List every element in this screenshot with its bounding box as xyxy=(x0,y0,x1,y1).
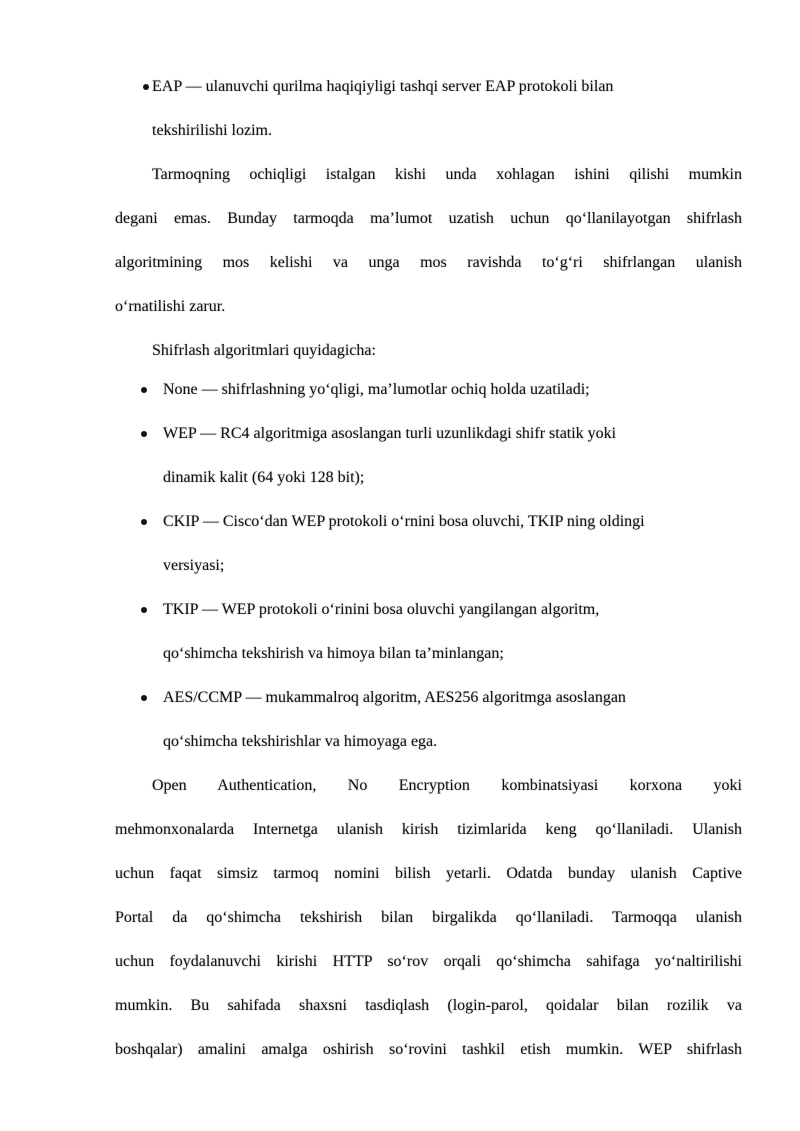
eap-bullet-line1: EAP — ulanuvchi qurilma haqiqiyligi tashqi server EAP protokoli bilan xyxy=(152,78,614,95)
bullet-icon xyxy=(141,519,147,525)
bullet-icon xyxy=(141,387,147,393)
paragraph1-line1: Tarmoqning ochiqligi istalgan kishi unda xohlagan ishini qilishi mumkin xyxy=(152,166,742,183)
algorithm-aes-line1: AES/CCMP — mukammalroq algoritm, AES256 algoritmga asoslangan xyxy=(163,689,626,706)
paragraph2-line4: Portal da qo‘shimcha tekshirish bilan birgalikda qo‘llaniladi. Tarmoqqa ulanish xyxy=(115,909,742,926)
bullet-icon xyxy=(141,607,147,613)
bullet-icon xyxy=(143,84,149,90)
eap-bullet-line2: tekshirilishi lozim. xyxy=(152,122,272,139)
algorithms-heading: Shifrlash algoritmlari quyidagicha: xyxy=(152,342,376,359)
algorithm-aes-line2: qo‘shimcha tekshirishlar va himoyaga ega. xyxy=(163,733,438,750)
paragraph2-line1: Open Authentication, No Encryption kombinatsiyasi korxona yoki xyxy=(152,777,742,794)
paragraph1-line4: o‘rnatilishi zarur. xyxy=(115,298,226,315)
paragraph2-line5: uchun foydalanuvchi kirishi HTTP so‘rov orqali qo‘shimcha sahifaga yo‘naltirilishi xyxy=(115,953,742,970)
algorithm-wep-line2: dinamik kalit (64 yoki 128 bit); xyxy=(163,469,365,486)
algorithm-ckip-line1: CKIP — Cisco‘dan WEP protokoli o‘rnini bosa oluvchi, TKIP ning oldingi xyxy=(163,513,645,530)
paragraph2-line2: mehmonxonalarda Internetga ulanish kirish tizimlarida keng qo‘llaniladi. Ulanish xyxy=(115,821,742,838)
paragraph2-line3: uchun faqat simsiz tarmoq nomini bilish yetarli. Odatda bunday ulanish Captive xyxy=(115,865,742,882)
algorithm-tkip-line2: qo‘shimcha tekshirish va himoya bilan ta’minlangan; xyxy=(163,645,504,662)
paragraph2-line7: boshqalar) amalini amalga oshirish so‘rovini tashkil etish mumkin. WEP shifrlash xyxy=(115,1041,742,1058)
paragraph1-line3: algoritmining mos kelishi va unga mos ravishda to‘g‘ri shifrlangan ulanish xyxy=(115,254,742,271)
algorithm-wep-line1: WEP — RC4 algoritmiga asoslangan turli uzunlikdagi shifr statik yoki xyxy=(163,425,617,442)
bullet-icon xyxy=(141,431,147,437)
paragraph2-line6: mumkin. Bu sahifada shaxsni tasdiqlash (login-parol, qoidalar bilan rozilik va xyxy=(115,997,742,1014)
algorithm-none-line1: None — shifrlashning yo‘qligi, ma’lumotlar ochiq holda uzatiladi; xyxy=(163,381,590,398)
algorithm-tkip-line1: TKIP — WEP protokoli o‘rinini bosa oluvchi yangilangan algoritm, xyxy=(163,601,600,618)
algorithm-ckip-line2: versiyasi; xyxy=(163,557,225,574)
paragraph1-line2: degani emas. Bunday tarmoqda ma’lumot uzatish uchun qo‘llanilayotgan shifrlash xyxy=(115,210,742,227)
bullet-icon xyxy=(141,695,147,701)
